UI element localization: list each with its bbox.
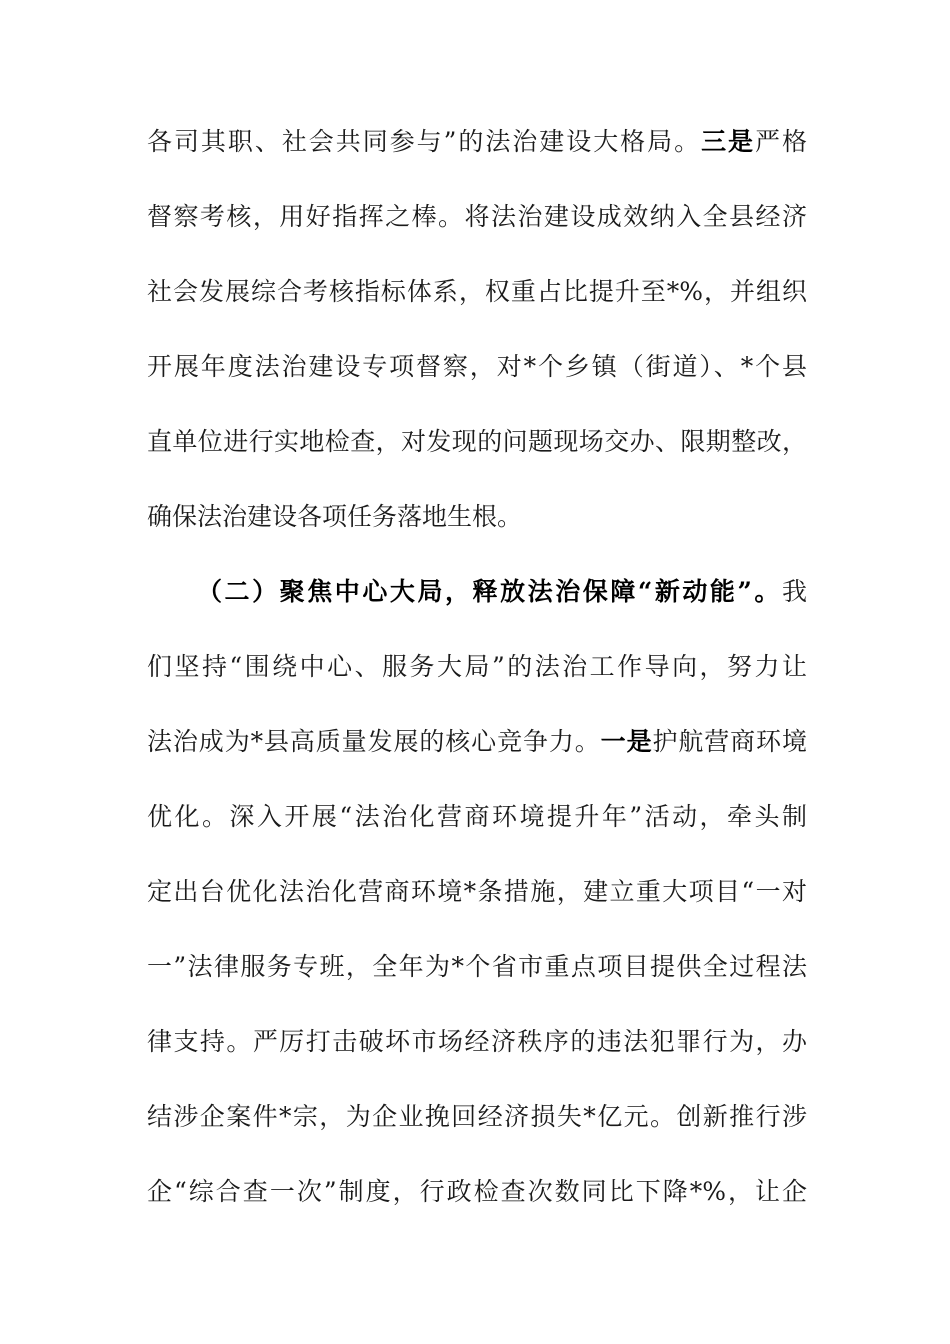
text-line-5: 直单位进行实地检查，对发现的问题现场交办、限期整改， bbox=[147, 427, 807, 456]
text-line-14: 结涉企案件*宗，为企业挽回经济损失*亿元。创新推行涉 bbox=[147, 1102, 807, 1131]
text-line-15: 企“综合查一次”制度，行政检查次数同比下降*%，让企 bbox=[147, 1177, 807, 1206]
text-line-1 bbox=[147, 122, 807, 162]
text-line-6: 确保法治建设各项任务落地生根。 bbox=[147, 502, 523, 531]
text-segment: 护航营商环境 bbox=[652, 727, 807, 756]
text-line-9 bbox=[147, 722, 807, 762]
text-segment: 法治成为*县高质量发展的核心竞争力。 bbox=[147, 727, 601, 756]
text-segment: 我 bbox=[781, 577, 807, 606]
text-line-13: 律支持。严厉打击破坏市场经济秩序的违法犯罪行为，办 bbox=[147, 1027, 807, 1056]
bold-keyword-yi-shi: 一是 bbox=[600, 727, 653, 756]
text-segment: 各司其职、社会共同参与”的法治建设大格局。 bbox=[147, 127, 702, 156]
text-line-3: 社会发展综合考核指标体系，权重占比提升至*%，并组织 bbox=[147, 277, 807, 306]
text-line-12: 一”法律服务专班，全年为*个省市重点项目提供全过程法 bbox=[147, 952, 807, 981]
text-line-2: 督察考核，用好指挥之棒。将法治建设成效纳入全县经济 bbox=[147, 202, 807, 231]
text-line-11: 定出台优化法治化营商环境*条措施，建立重大项目“一对 bbox=[147, 877, 807, 906]
text-line-8: 们坚持“围绕中心、服务大局”的法治工作导向，努力让 bbox=[147, 652, 807, 681]
text-line-10: 优化。深入开展“法治化营商环境提升年”活动，牵头制 bbox=[147, 802, 807, 831]
bold-keyword-san-shi: 三是 bbox=[701, 127, 755, 156]
section-heading-line bbox=[197, 572, 807, 612]
text-line-4: 开展年度法治建设专项督察，对*个乡镇（街道）、*个县 bbox=[147, 352, 807, 381]
section-heading: （二）聚焦中心大局，释放法治保障“新动能”。 bbox=[197, 577, 782, 606]
text-segment: 严格 bbox=[755, 127, 807, 156]
